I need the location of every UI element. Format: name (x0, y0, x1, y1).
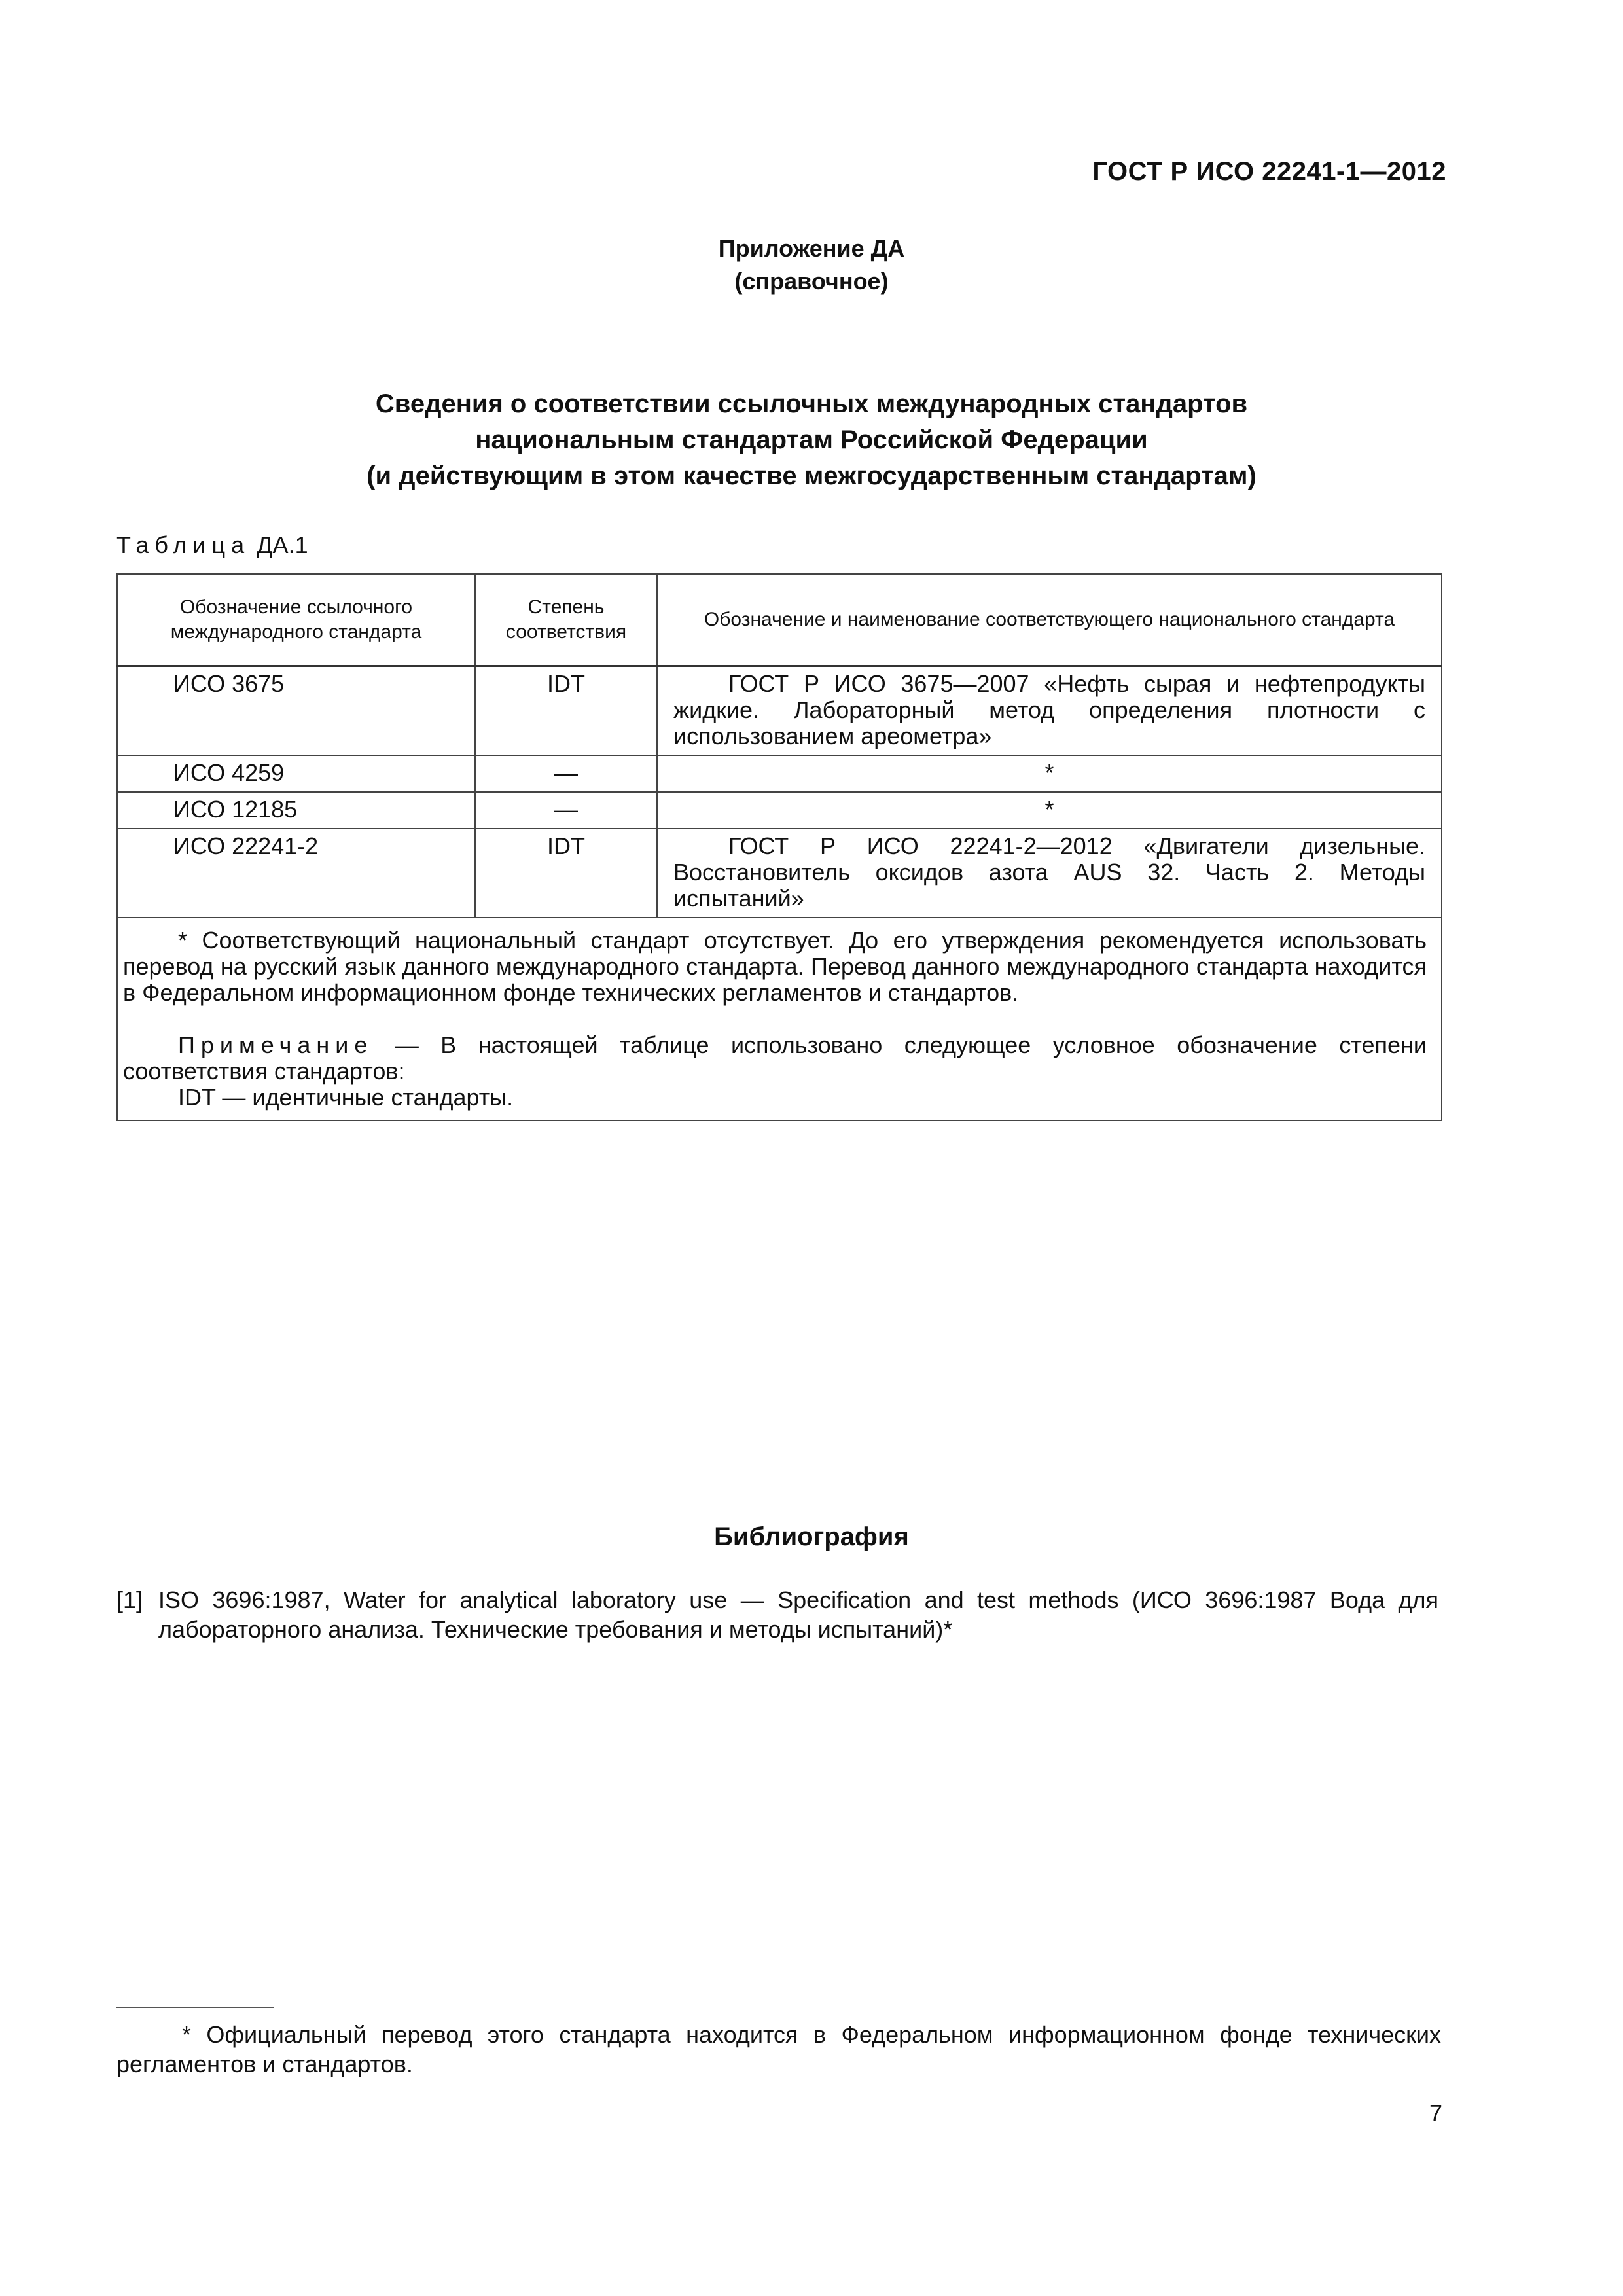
table-row (117, 666, 1442, 756)
national-standard-text: ГОСТ Р ИСО 22241-2—2012 «Двигатели дизельные. Восстановитель оксидов азота AUS 32. Часть 2. Методы испытаний» (673, 833, 1425, 912)
cell-reference: ИСО 22241-2 (117, 829, 475, 918)
header-national-standard: Обозначение и наименование соответствующего национального стандарта (657, 574, 1442, 666)
note-text: — В настоящей таблице использовано следующее условное обозначение степени соответствия стандартов: (123, 1031, 1427, 1085)
section-title-line: (и действующим в этом качестве межгосударственным стандартам) (366, 461, 1257, 490)
cell-reference: ИСО 12185 (117, 792, 475, 829)
table-label-word: Таблица (116, 531, 251, 558)
section-title-line: национальным стандартам Российской Федерации (475, 425, 1148, 454)
table-label-id: ДА.1 (257, 531, 308, 558)
bibliography-title: Библиография (714, 1522, 909, 1551)
table-header-row (117, 574, 1442, 666)
annex-heading (0, 232, 1623, 298)
page-number: 7 (1429, 2100, 1442, 2126)
table-footnote: * Соответствующий национальный стандарт отсутствует. До его утверждения рекомендуется использовать перевод на русский язык данного международного стандарта. Перевод данного международного стандарта находится в Федеральном информационном фонде технических регламентов и стандартов. (123, 927, 1427, 1006)
header-degree: Степень соответствия (475, 574, 657, 666)
cell-degree: IDT (475, 829, 657, 918)
national-standard-text: ГОСТ Р ИСО 3675—2007 «Нефть сырая и нефтепродукты жидкие. Лабораторный метод определения плотности с использованием ареометра» (673, 670, 1425, 749)
note-item: IDT — идентичные стандарты. (178, 1084, 514, 1111)
correspondence-table (116, 573, 1442, 1121)
cell-national-standard (657, 829, 1442, 918)
bibliography-number: [1] (116, 1587, 143, 1613)
cell-national-standard (657, 666, 1442, 756)
table-footer-row (117, 918, 1442, 1121)
cell-national-standard: * (657, 755, 1442, 792)
footnote-divider (116, 2007, 274, 2008)
annex-subtitle: (справочное) (734, 268, 889, 295)
bibliography-text: ISO 3696:1987, Water for analytical laboratory use — Specification and test methods (ИСО 3696:1987 Вода для лабораторного анализа. Технические требования и методы испытаний)* (158, 1587, 1438, 1643)
table-row (117, 792, 1442, 829)
bibliography-item (116, 1585, 1438, 1644)
document-code: ГОСТ Р ИСО 22241-1—2012 (1092, 157, 1446, 186)
table-footnote-cell (117, 918, 1442, 1121)
cell-degree: — (475, 755, 657, 792)
cell-national-standard: * (657, 792, 1442, 829)
cell-degree: — (475, 792, 657, 829)
page-footnote: * Официальный перевод этого стандарта находится в Федеральном информационном фонде технических регламентов и стандартов. (116, 2021, 1441, 2077)
cell-reference: ИСО 4259 (117, 755, 475, 792)
annex-title: Приложение ДА (718, 235, 905, 262)
table-row (117, 829, 1442, 918)
note-label: Примечание (178, 1031, 374, 1058)
section-title-line: Сведения о соответствии ссылочных международных стандартов (375, 389, 1248, 418)
section-title (0, 386, 1623, 494)
table-label (116, 531, 308, 559)
table-note (123, 1032, 1427, 1085)
header-reference-standard: Обозначение ссылочного международного стандарта (117, 574, 475, 666)
table-row (117, 755, 1442, 792)
cell-degree: IDT (475, 666, 657, 756)
cell-reference: ИСО 3675 (117, 666, 475, 756)
